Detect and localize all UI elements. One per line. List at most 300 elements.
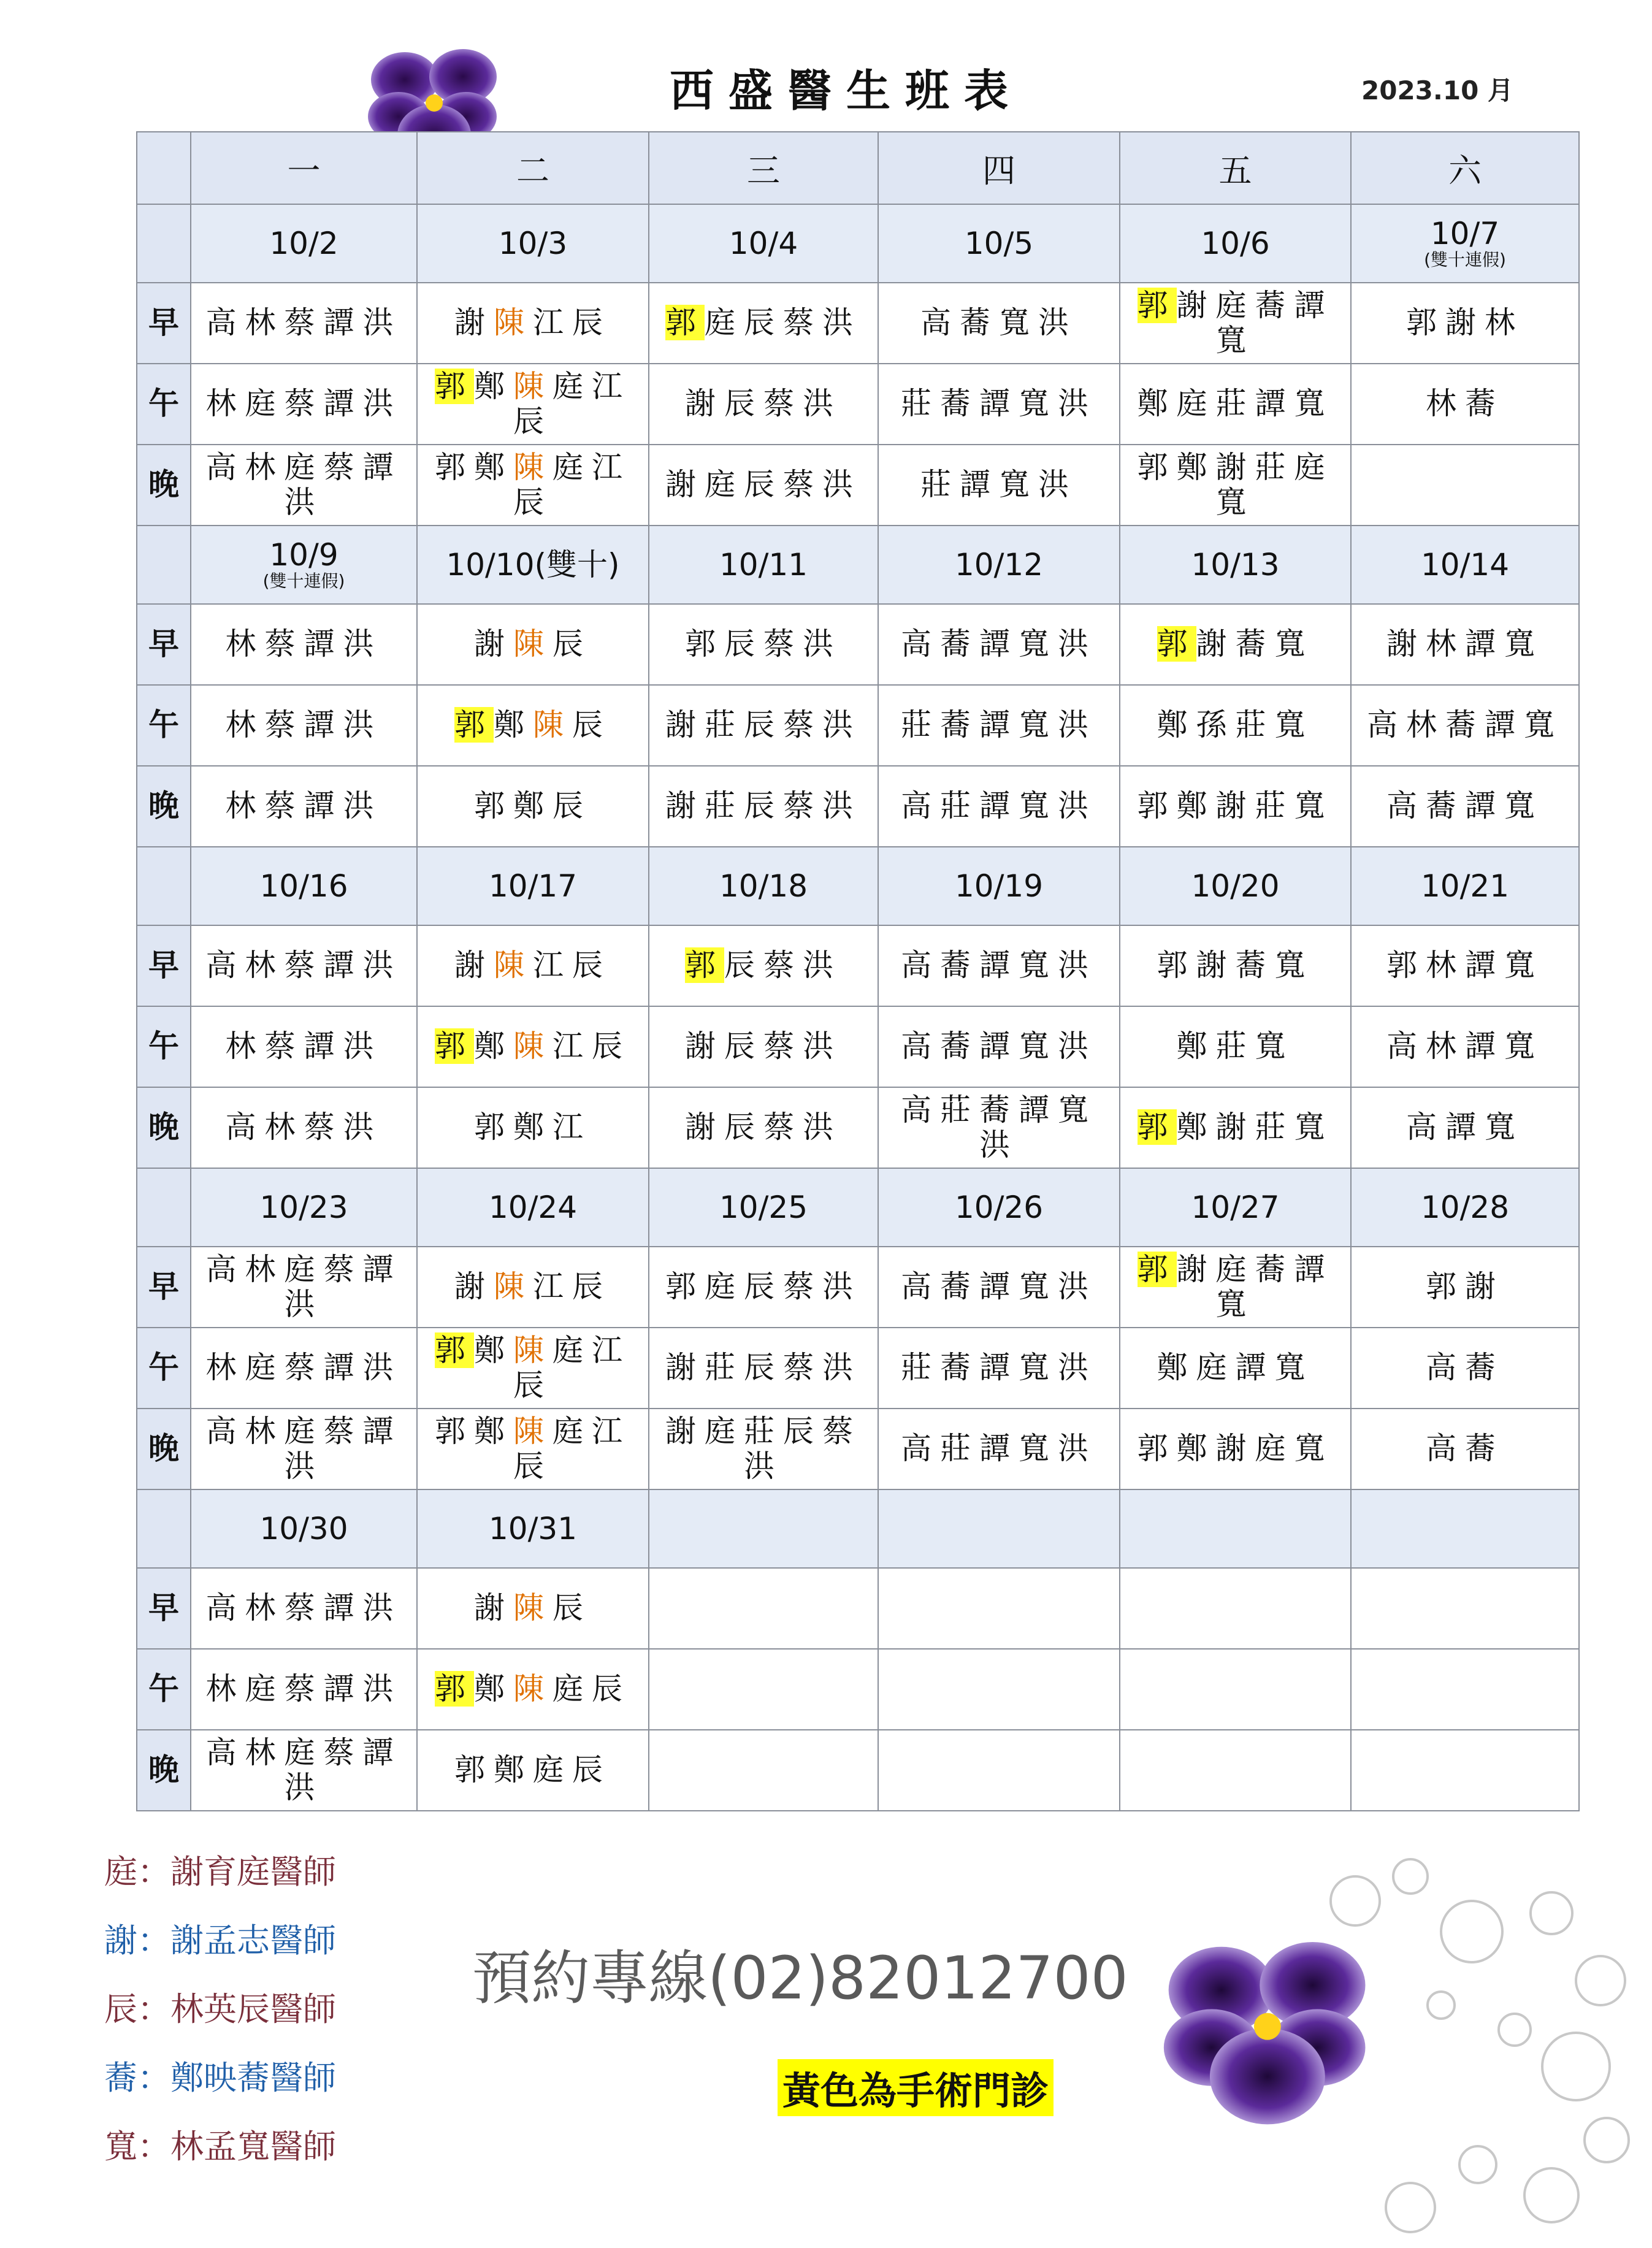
weekday-header: 三: [649, 132, 878, 204]
shift-cell: [878, 604, 1120, 685]
date-text: 10/9: [269, 537, 338, 573]
weekday-header: 二: [417, 132, 649, 204]
shift-cell: [191, 445, 417, 526]
date-cell: [417, 1489, 649, 1568]
doctor-names: 謝庭辰蔡洪: [665, 467, 862, 503]
doctor-names: 郭謝林: [1406, 305, 1524, 341]
shift-row: [137, 1730, 1579, 1811]
highlight-doctor: 陳: [513, 1028, 553, 1065]
date-text: 10/31: [488, 1510, 578, 1546]
legend-item: 寬：林孟寬醫師: [104, 2127, 336, 2166]
legend-item: 蕎：鄭映蕎醫師: [104, 2059, 336, 2097]
shift-cell: [1120, 364, 1351, 445]
doctor-names: 郭辰蔡洪: [685, 626, 842, 662]
shift-row: [137, 1568, 1579, 1649]
shift-cell: [417, 1247, 649, 1328]
highlight-doctor: 陳: [513, 368, 553, 404]
shift-label: 早: [137, 283, 191, 364]
shift-cell: [649, 445, 878, 526]
surgery-doctor: 郭: [435, 368, 474, 404]
doctor-names: 謝庭莊辰蔡洪: [665, 1413, 862, 1484]
doctor-names: 高蕎譚寬洪: [901, 626, 1097, 662]
shift-cell: [191, 1328, 417, 1409]
date-cell: [649, 204, 878, 283]
date-text: 10/5: [964, 225, 1034, 261]
doctor-names: 莊蕎譚寬洪: [901, 386, 1097, 422]
shift-cell: [191, 1409, 417, 1489]
doctor-names: 謝: [474, 1590, 513, 1626]
date-cell: [649, 1489, 878, 1568]
shift-cell: [1351, 766, 1579, 847]
shift-cell: [1351, 1328, 1579, 1409]
shift-row: [137, 445, 1579, 526]
weekday-header-row: [137, 132, 1579, 204]
date-text: 10/27: [1191, 1189, 1280, 1225]
doctor-names: 莊譚寬洪: [920, 467, 1077, 503]
date-cell: [649, 847, 878, 925]
doctor-names: 高林譚寬: [1386, 1028, 1543, 1065]
shift-cell: [1120, 1649, 1351, 1730]
doctor-names: 高林庭蔡譚洪: [205, 1734, 402, 1805]
shift-cell: [417, 445, 649, 526]
highlight-doctor: 陳: [513, 1332, 553, 1368]
shift-label: 午: [137, 1649, 191, 1730]
doctor-names: 庭辰蔡洪: [705, 305, 862, 341]
shift-cell: [878, 1328, 1120, 1409]
shift-cell: [191, 1006, 417, 1087]
shift-cell: [649, 1568, 878, 1649]
shift-cell: [1351, 283, 1579, 364]
doctor-names: 謝辰蔡洪: [685, 386, 842, 422]
doctor-names: 林庭蔡譚洪: [205, 1350, 402, 1386]
shift-cell: [649, 1006, 878, 1087]
date-cell: [1120, 1489, 1351, 1568]
doctor-names: 鄭庭譚寬: [1157, 1350, 1314, 1386]
shift-cell: [1351, 445, 1579, 526]
shift-cell: [1120, 1328, 1351, 1409]
date-text: 10/19: [954, 868, 1044, 904]
doctor-names: 林庭蔡譚洪: [205, 1671, 402, 1707]
shift-cell: [417, 1568, 649, 1649]
shift-cell: [649, 766, 878, 847]
highlight-doctor: 陳: [494, 1269, 533, 1305]
doctor-names: 高林庭蔡譚洪: [205, 449, 402, 520]
shift-cell: [417, 1328, 649, 1409]
shift-cell: [417, 1649, 649, 1730]
shift-cell: [191, 283, 417, 364]
date-cell: [878, 526, 1120, 604]
shift-row: [137, 1328, 1579, 1409]
shift-label: 午: [137, 1006, 191, 1087]
shift-cell: [649, 1328, 878, 1409]
weekday-header: 六: [1351, 132, 1579, 204]
date-cell: [1120, 526, 1351, 604]
highlight-doctor: 陳: [494, 947, 533, 984]
shift-cell: [191, 766, 417, 847]
date-cell: [417, 847, 649, 925]
legend-item: 辰：林英辰醫師: [104, 1990, 336, 2028]
date-text: 10/4: [728, 225, 798, 261]
shift-cell: [191, 925, 417, 1006]
doctor-names: 謝: [454, 1269, 494, 1305]
shift-cell: [191, 1649, 417, 1730]
date-text: 10/26: [954, 1189, 1044, 1225]
doctor-names: 高林蔡譚洪: [205, 305, 402, 341]
shift-row: [137, 604, 1579, 685]
date-cell: [1351, 847, 1579, 925]
shift-cell: [1351, 1409, 1579, 1489]
shift-row: [137, 283, 1579, 364]
doctor-names: 謝: [454, 305, 494, 341]
shift-row: [137, 1006, 1579, 1087]
doctor-names: 辰蔡洪: [724, 947, 842, 984]
shift-cell: [649, 1409, 878, 1489]
doctor-names: 郭謝: [1426, 1269, 1504, 1305]
shift-cell: [1120, 766, 1351, 847]
date-cell: [649, 1168, 878, 1247]
date-cell: [1351, 1168, 1579, 1247]
shift-cell: [1351, 1006, 1579, 1087]
shift-cell: [1120, 604, 1351, 685]
shift-cell: [191, 685, 417, 766]
date-row: [137, 204, 1579, 283]
date-row: [137, 1168, 1579, 1247]
corner-cell: [137, 132, 191, 204]
pansy-flower-icon: [1153, 1913, 1386, 2134]
shift-label: 早: [137, 1247, 191, 1328]
date-text: 10/30: [259, 1510, 348, 1546]
shift-cell: [191, 1247, 417, 1328]
date-text: 10/24: [488, 1189, 578, 1225]
weekday-header: 一: [191, 132, 417, 204]
shift-cell: [417, 1006, 649, 1087]
date-cell: [417, 1168, 649, 1247]
shift-label: 晚: [137, 766, 191, 847]
highlight-doctor: 陳: [513, 1413, 553, 1449]
doctor-names: 高林蔡譚洪: [205, 947, 402, 984]
shift-cell: [191, 364, 417, 445]
date-text: 10/28: [1420, 1189, 1510, 1225]
doctor-names: 郭鄭江: [474, 1109, 592, 1145]
shift-cell: [649, 1087, 878, 1168]
date-note: (雙十連假): [1424, 250, 1506, 270]
doctor-names: 林庭蔡譚洪: [205, 386, 402, 422]
doctor-names: 林蔡譚洪: [225, 1028, 383, 1065]
date-row-label: [137, 1489, 191, 1568]
doctor-names: 鄭: [474, 1332, 513, 1368]
shift-cell: [191, 604, 417, 685]
date-cell: [417, 204, 649, 283]
shift-cell: [878, 766, 1120, 847]
shift-cell: [649, 604, 878, 685]
doctor-names: 謝庭蕎譚寬: [1176, 287, 1334, 358]
date-cell: [1120, 847, 1351, 925]
date-text: 10/6: [1201, 225, 1270, 261]
doctor-names: 郭庭辰蔡洪: [665, 1269, 862, 1305]
shift-cell: [878, 925, 1120, 1006]
shift-cell: [878, 445, 1120, 526]
date-cell: [191, 1489, 417, 1568]
doctor-names: 高林蔡洪: [225, 1109, 383, 1145]
doctor-names: 庭江辰: [513, 1413, 631, 1484]
date-row-label: [137, 204, 191, 283]
doctor-names: 江辰: [533, 947, 611, 984]
shift-label: 早: [137, 925, 191, 1006]
doctor-names: 高莊譚寬洪: [901, 1431, 1097, 1467]
highlight-doctor: 陳: [513, 626, 553, 662]
shift-cell: [417, 1730, 649, 1811]
shift-cell: [649, 1247, 878, 1328]
date-text: 10/20: [1191, 868, 1280, 904]
shift-cell: [1351, 1087, 1579, 1168]
doctor-names: 高蕎: [1426, 1350, 1504, 1386]
shift-cell: [649, 364, 878, 445]
highlight-doctor: 陳: [494, 305, 533, 341]
surgery-doctor: 郭: [435, 1028, 474, 1065]
shift-cell: [878, 685, 1120, 766]
doctor-names: 高林庭蔡譚洪: [205, 1413, 402, 1484]
date-cell: [878, 847, 1120, 925]
doctor-names: 謝莊辰蔡洪: [665, 788, 862, 824]
shift-cell: [1120, 1409, 1351, 1489]
doctor-names: 郭謝蕎寬: [1157, 947, 1314, 984]
doctor-names: 鄭: [474, 1671, 513, 1707]
date-cell: [417, 526, 649, 604]
shift-cell: [417, 604, 649, 685]
shift-cell: [878, 1568, 1120, 1649]
doctor-names: 謝林譚寬: [1386, 626, 1543, 662]
shift-cell: [1120, 1568, 1351, 1649]
doctor-names: 江辰: [553, 1028, 631, 1065]
surgery-doctor: 郭: [1137, 1251, 1177, 1287]
shift-cell: [417, 1409, 649, 1489]
shift-cell: [878, 1087, 1120, 1168]
surgery-doctor: 郭: [1137, 1109, 1177, 1145]
shift-cell: [878, 364, 1120, 445]
shift-cell: [649, 283, 878, 364]
shift-cell: [417, 766, 649, 847]
doctor-names: 莊蕎譚寬洪: [901, 707, 1097, 743]
date-cell: [191, 526, 417, 604]
doctor-names: 謝庭蕎譚寬: [1176, 1251, 1334, 1322]
shift-row: [137, 685, 1579, 766]
doctor-names: 高蕎譚寬洪: [901, 1269, 1097, 1305]
shift-cell: [1120, 925, 1351, 1006]
shift-cell: [878, 1409, 1120, 1489]
shift-label: 晚: [137, 1730, 191, 1811]
highlight-doctor: 陳: [533, 707, 572, 743]
date-text: 10/18: [719, 868, 808, 904]
date-text: 10/25: [719, 1189, 808, 1225]
date-text: 10/12: [954, 546, 1044, 583]
doctor-names: 庭江辰: [513, 449, 631, 520]
doctor-names: 高蕎譚寬: [1386, 788, 1543, 824]
date-cell: [878, 204, 1120, 283]
doctor-names: 鄭: [494, 707, 533, 743]
shift-cell: [1120, 283, 1351, 364]
date-cell: [1351, 526, 1579, 604]
doctor-names: 鄭莊寬: [1176, 1028, 1294, 1065]
date-text: 10/23: [259, 1189, 348, 1225]
doctor-names: 林蔡譚洪: [225, 626, 383, 662]
date-text: 10/3: [498, 225, 568, 261]
doctor-names: 郭鄭辰: [474, 788, 592, 824]
shift-cell: [1120, 1730, 1351, 1811]
shift-row: [137, 1247, 1579, 1328]
shift-cell: [1351, 364, 1579, 445]
doctor-names: 謝莊辰蔡洪: [665, 1350, 862, 1386]
doctor-names: 高莊蕎譚寬洪: [901, 1092, 1097, 1163]
shift-row: [137, 1649, 1579, 1730]
date-text: 10/17: [488, 868, 578, 904]
date-text: 10/7: [1430, 216, 1500, 252]
doctor-names: 郭鄭謝莊寬: [1137, 788, 1334, 824]
date-cell: [191, 204, 417, 283]
shift-cell: [878, 1247, 1120, 1328]
date-cell: [1120, 1168, 1351, 1247]
highlight-doctor: 陳: [513, 1671, 553, 1707]
doctor-names: 謝辰蔡洪: [685, 1109, 842, 1145]
doctor-names: 辰: [553, 626, 592, 662]
doctor-names: 庭江辰: [513, 1332, 631, 1403]
date-cell: [1120, 204, 1351, 283]
doctor-names: 高莊譚寬洪: [901, 788, 1097, 824]
date-text: 10/21: [1420, 868, 1510, 904]
doctor-names: 江辰: [533, 305, 611, 341]
weekday-header: 四: [878, 132, 1120, 204]
surgery-note: 黃色為手術門診: [778, 2059, 1054, 2116]
legend-item: 謝：謝孟志醫師: [104, 1921, 336, 1960]
shift-cell: [1351, 1649, 1579, 1730]
doctor-names: 高林庭蔡譚洪: [205, 1251, 402, 1322]
shift-label: 午: [137, 364, 191, 445]
shift-cell: [1120, 1247, 1351, 1328]
booking-phone: 預約專線(02)82012700: [472, 1944, 1128, 2013]
legend-item: 庭：謝育庭醫師: [104, 1852, 336, 1891]
shift-row: [137, 1409, 1579, 1489]
date-row: [137, 1489, 1579, 1568]
shift-cell: [649, 685, 878, 766]
doctor-names: 鄭孫莊寬: [1157, 707, 1314, 743]
doctor-names: 林蕎: [1426, 386, 1504, 422]
date-cell: [649, 526, 878, 604]
shift-row: [137, 766, 1579, 847]
surgery-doctor: 郭: [685, 947, 724, 984]
shift-label: 晚: [137, 1087, 191, 1168]
date-row-label: [137, 847, 191, 925]
surgery-doctor: 郭: [435, 1671, 474, 1707]
shift-cell: [417, 364, 649, 445]
surgery-doctor: 郭: [1157, 626, 1196, 662]
shift-cell: [1120, 685, 1351, 766]
surgery-doctor: 郭: [665, 305, 705, 341]
doctor-names: 謝蕎寬: [1196, 626, 1314, 662]
doctor-names: 郭鄭謝莊庭寬: [1137, 449, 1334, 520]
weekday-header: 五: [1120, 132, 1351, 204]
doctor-names: 高蕎譚寬洪: [901, 947, 1097, 984]
shift-cell: [417, 283, 649, 364]
date-row-label: [137, 526, 191, 604]
doctor-names: 謝: [474, 626, 513, 662]
date-cell: [191, 847, 417, 925]
doctor-names: 江辰: [533, 1269, 611, 1305]
page-title: 西盛醫生班表: [669, 65, 1023, 117]
surgery-doctor: 郭: [1137, 287, 1177, 323]
date-cell: [878, 1489, 1120, 1568]
doctor-names: 郭鄭謝庭寬: [1137, 1431, 1334, 1467]
doctor-names: 高蕎: [1426, 1431, 1504, 1467]
doctor-names: 郭鄭: [435, 449, 513, 485]
shift-cell: [878, 1649, 1120, 1730]
shift-cell: [649, 925, 878, 1006]
doctor-names: 庭辰: [553, 1671, 631, 1707]
shift-cell: [191, 1087, 417, 1168]
shift-cell: [1351, 685, 1579, 766]
surgery-doctor: 郭: [454, 707, 494, 743]
date-cell: [1351, 204, 1579, 283]
shift-cell: [1351, 1568, 1579, 1649]
doctor-names: 鄭謝莊寬: [1176, 1109, 1334, 1145]
date-note: (雙十連假): [262, 571, 345, 592]
shift-row: [137, 364, 1579, 445]
shift-label: 午: [137, 1328, 191, 1409]
month-label: 2023.10 月: [1361, 75, 1513, 105]
date-row-label: [137, 1168, 191, 1247]
shift-row: [137, 925, 1579, 1006]
shift-label: 早: [137, 604, 191, 685]
doctor-names: 高蕎譚寬洪: [901, 1028, 1097, 1065]
shift-cell: [417, 925, 649, 1006]
doctor-names: 鄭: [474, 368, 513, 404]
date-row: [137, 526, 1579, 604]
shift-cell: [1120, 1087, 1351, 1168]
doctor-names: 郭鄭: [435, 1413, 513, 1449]
shift-label: 晚: [137, 1409, 191, 1489]
shift-cell: [191, 1730, 417, 1811]
date-text: 10/13: [1191, 546, 1280, 583]
shift-cell: [1351, 1730, 1579, 1811]
highlight-doctor: 陳: [513, 449, 553, 485]
date-cell: [878, 1168, 1120, 1247]
shift-cell: [649, 1730, 878, 1811]
shift-cell: [417, 1087, 649, 1168]
schedule-table: [136, 131, 1580, 1811]
doctor-names: 郭鄭庭辰: [454, 1752, 611, 1788]
shift-row: [137, 1087, 1579, 1168]
doctor-names: 謝莊辰蔡洪: [665, 707, 862, 743]
date-cell: [191, 1168, 417, 1247]
shift-cell: [649, 1649, 878, 1730]
shift-label: 午: [137, 685, 191, 766]
doctor-names: 辰: [553, 1590, 592, 1626]
doctor-names: 郭林譚寬: [1386, 947, 1543, 984]
date-text: 10/2: [269, 225, 338, 261]
date-text: 10/10(雙十): [446, 546, 620, 583]
doctor-names: 謝: [454, 947, 494, 984]
shift-cell: [417, 685, 649, 766]
shift-cell: [1351, 604, 1579, 685]
doctor-names: 高蕎寬洪: [920, 305, 1077, 341]
shift-cell: [1120, 445, 1351, 526]
shift-cell: [878, 283, 1120, 364]
shift-cell: [878, 1730, 1120, 1811]
doctor-names: 莊蕎譚寬洪: [901, 1350, 1097, 1386]
doctor-names: 鄭庭莊譚寬: [1137, 386, 1334, 422]
highlight-doctor: 陳: [513, 1590, 553, 1626]
doctor-names: 辰: [572, 707, 611, 743]
doctor-names: 高林蕎譚寬: [1367, 707, 1563, 743]
shift-cell: [878, 1006, 1120, 1087]
